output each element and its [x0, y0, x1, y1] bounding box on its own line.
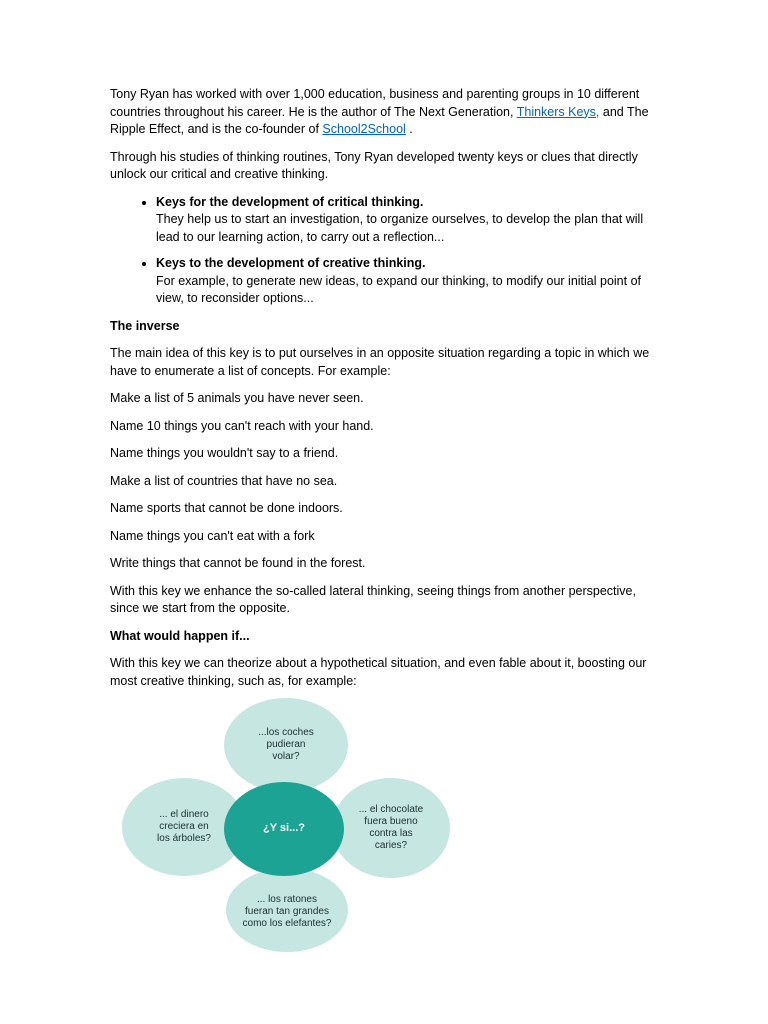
petal-line: ... el dinero — [159, 809, 209, 820]
keys-list — [110, 194, 658, 308]
petal-right — [332, 778, 450, 878]
document-body — [110, 86, 658, 700]
center-node — [224, 782, 344, 876]
example-line: Name things you wouldn't say to a friend. — [110, 446, 339, 460]
intro-paragraph — [110, 86, 658, 139]
petal-top — [224, 698, 348, 792]
petal-line: caries? — [374, 840, 408, 851]
example-line: Name sports that cannot be done indoors. — [110, 501, 343, 515]
center-label: ¿Y si...? — [263, 822, 305, 835]
what-if-flower-diagram — [110, 698, 456, 938]
creative-keys-title: Keys to the development of creative thinking. — [156, 256, 426, 270]
petal-line: como los elefantes? — [242, 918, 332, 929]
critical-keys-text: They help us to start an investigation, to organize ourselves, to develop the plan that will lead to our learning action, to carry out a reflection... — [156, 212, 644, 244]
intro-text-mid: and The Ripple Effect, and is the co-founder of — [110, 104, 649, 136]
petal-line: pudieran — [266, 739, 306, 750]
intro-text-end: . — [405, 122, 413, 136]
example-line: Name 10 things you can't reach with your hand. — [110, 418, 374, 433]
example-line: Name things you can't eat with a fork — [110, 528, 315, 543]
whatif-intro: With this key we can theorize about a hypothetical situation, and even fable about it, boosting our most creative thinking, such as, for example: — [110, 656, 647, 688]
petal-line: contra las — [369, 828, 413, 839]
creative-keys-text: For example, to generate new ideas, to expand our thinking, to modify our initial point of view, to reconsider options... — [156, 273, 642, 305]
whatif-heading: What would happen if... — [110, 628, 250, 643]
thinking-routines-paragraph: Through his studies of thinking routines, Tony Ryan developed twenty keys or clues that directly unlock our critical and creative thinking. — [110, 149, 638, 181]
thinkers-keys-link[interactable]: Thinkers Keys, — [516, 104, 600, 119]
petal-line: fueran tan grandes — [245, 906, 329, 917]
petal-line: ...los coches — [258, 727, 314, 738]
inverse-conclusion: With this key we enhance the so-called lateral thinking, seeing things from another perspective, since we start from the opposite. — [110, 583, 636, 615]
petal-line: ... los ratones — [256, 894, 317, 905]
petal-line: creciera en — [159, 821, 209, 832]
petal-line: volar? — [272, 751, 300, 762]
example-line: Make a list of 5 animals you have never seen. — [110, 391, 364, 405]
inverse-intro: The main idea of this key is to put ourselves in an opposite situation regarding a topic in which we have to enumerate a list of concepts. For example: — [110, 346, 650, 378]
petal-bottom — [226, 868, 348, 952]
intro-text: Tony Ryan has worked with over 1,000 education, business and parenting groups in 10 different countries throughout his career. He is the author of The Next Generation, — [110, 87, 640, 119]
example-line: Make a list of countries that have no sea. — [110, 473, 338, 488]
example-line: Write things that cannot be found in the forest. — [110, 556, 366, 570]
school2school-link[interactable]: School2School — [322, 122, 406, 136]
critical-keys-title: Keys for the development of critical thinking. — [156, 194, 424, 209]
list-item — [156, 194, 658, 247]
petal-line: fuera bueno — [364, 816, 418, 827]
inverse-heading: The inverse — [110, 318, 180, 333]
petal-line: los árboles? — [157, 833, 211, 844]
petal-line: ... el chocolate — [358, 804, 424, 815]
list-item — [156, 255, 658, 308]
